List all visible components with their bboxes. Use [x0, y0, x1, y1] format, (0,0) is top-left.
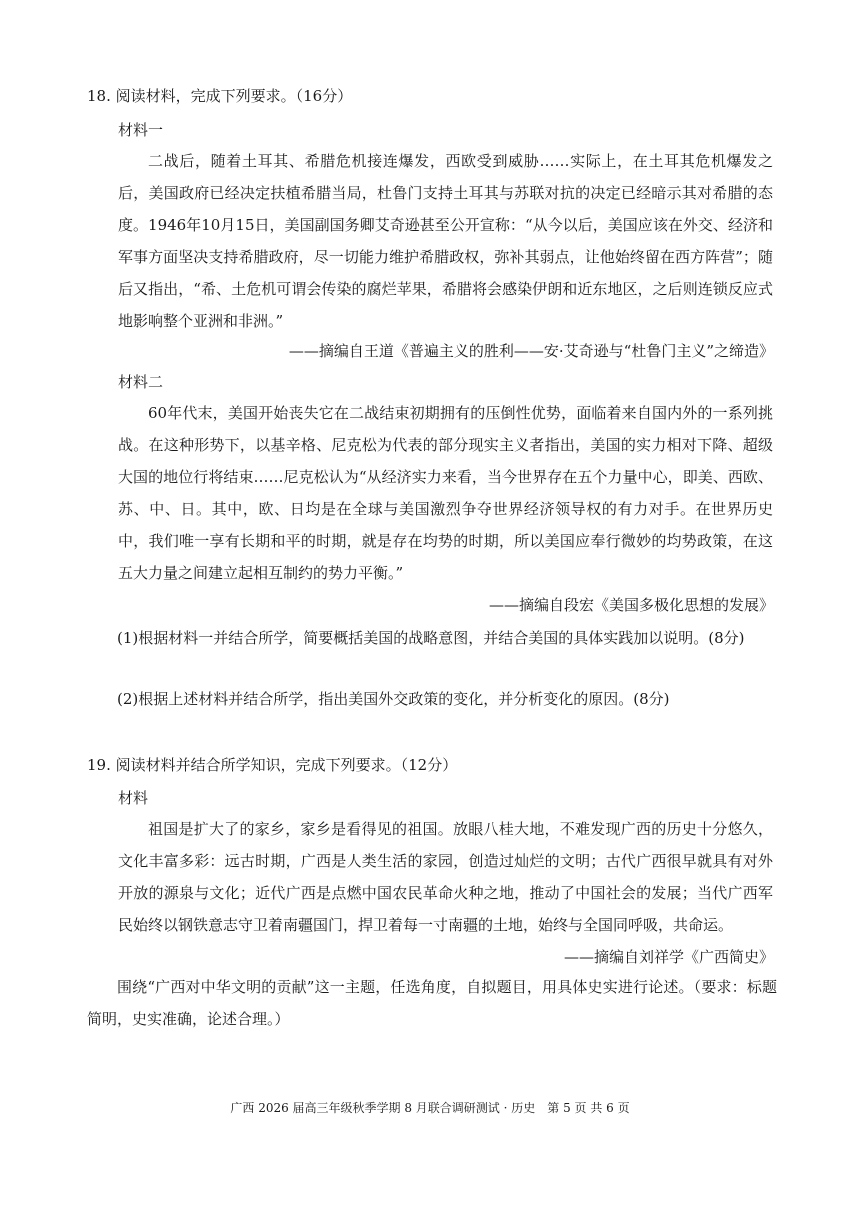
page-footer: 广西 2026 届高三年级秋季学期 8 月联合调研测试 · 历史 第 5 页 共 6 页 — [230, 1101, 630, 1115]
material-2-label: 材料二 — [118, 373, 164, 391]
question-18-sub-2: (2)根据上述材料并结合所学，指出美国外交政策的变化，并分析变化的原因。(8分) — [117, 690, 670, 708]
material-1-label: 材料一 — [118, 121, 164, 139]
material-source: ——摘编自刘祥学《广西简史》 — [563, 948, 774, 966]
material-label: 材料 — [118, 789, 149, 807]
question-19-task: 围绕“广西对中华文明的贡献”这一主题，任选角度，自拟题目，用具体史实进行论述。（要求：标题简明，史实准确，论述合理。） — [87, 978, 777, 1028]
material-2-text: 60年代末，美国开始丧失它在二战结束初期拥有的压倒性优势，面临着来自国内外的一系列挑战。在这种形势下，以基辛格、尼克松为代表的部分现实主义者指出，美国的实力相对下降、超级大国的地位行将结束……尼克松认为“从经济实力来看，当今世界存在五个力量中心，即美、西欧、苏、中、日。其中，欧、日均是在全球与美国激烈争夺世界经济领导权的有力对手。在世界历史中，我们唯一享有长期和平的时期，就是存在均势的时期，所以美国应奉行微妙的均势政策，在这五大力量之间建立起相互制约的势力平衡。” — [118, 404, 773, 582]
question-18-heading: 18. 阅读材料，完成下列要求。（16分） — [87, 87, 353, 105]
material-1-text: 二战后，随着土耳其、希腊危机接连爆发，西欧受到威胁……实际上，在土耳其危机爆发之后，美国政府已经决定扶植希腊当局，杜鲁门支持土耳其与苏联对抗的决定已经暗示其对希腊的态度。1946年10月15日，美国副国务卿艾奇逊甚至公开宣称：“从今以后，美国应该在外交、经济和军事方面坚决支持希腊政府，尽一切能力维护希腊政权，弥补其弱点，让他始终留在西方阵营”；随后又指出，“希、土危机可谓会传染的腐烂苹果，希腊将会感染伊朗和近东地区，之后则连锁反应式地影响整个亚洲和非洲。” — [118, 152, 773, 330]
material-2-source: ——摘编自段宏《美国多极化思想的发展》 — [488, 596, 774, 614]
material-text: 祖国是扩大了的家乡，家乡是看得见的祖国。放眼八桂大地，不难发现广西的历史十分悠久，文化丰富多彩：远古时期，广西是人类生活的家园，创造过灿烂的文明；古代广西很早就具有对外开放的源泉与文化；近代广西是点燃中国农民革命火种之地，推动了中国社会的发展；当代广西军民始终以钢铁意志守卫着南疆国门，捍卫着每一寸南疆的土地，始终与全国同呼吸，共命运。 — [118, 820, 773, 934]
question-19-heading: 19. 阅读材料并结合所学知识，完成下列要求。（12分） — [87, 756, 458, 774]
material-1-source: ——摘编自王道《普遍主义的胜利——安·艾奇逊与“杜鲁门主义”之缔造》 — [288, 342, 774, 360]
question-18-sub-1: (1)根据材料一并结合所学，简要概括美国的战略意图，并结合美国的具体实践加以说明。(8分) — [117, 629, 745, 647]
